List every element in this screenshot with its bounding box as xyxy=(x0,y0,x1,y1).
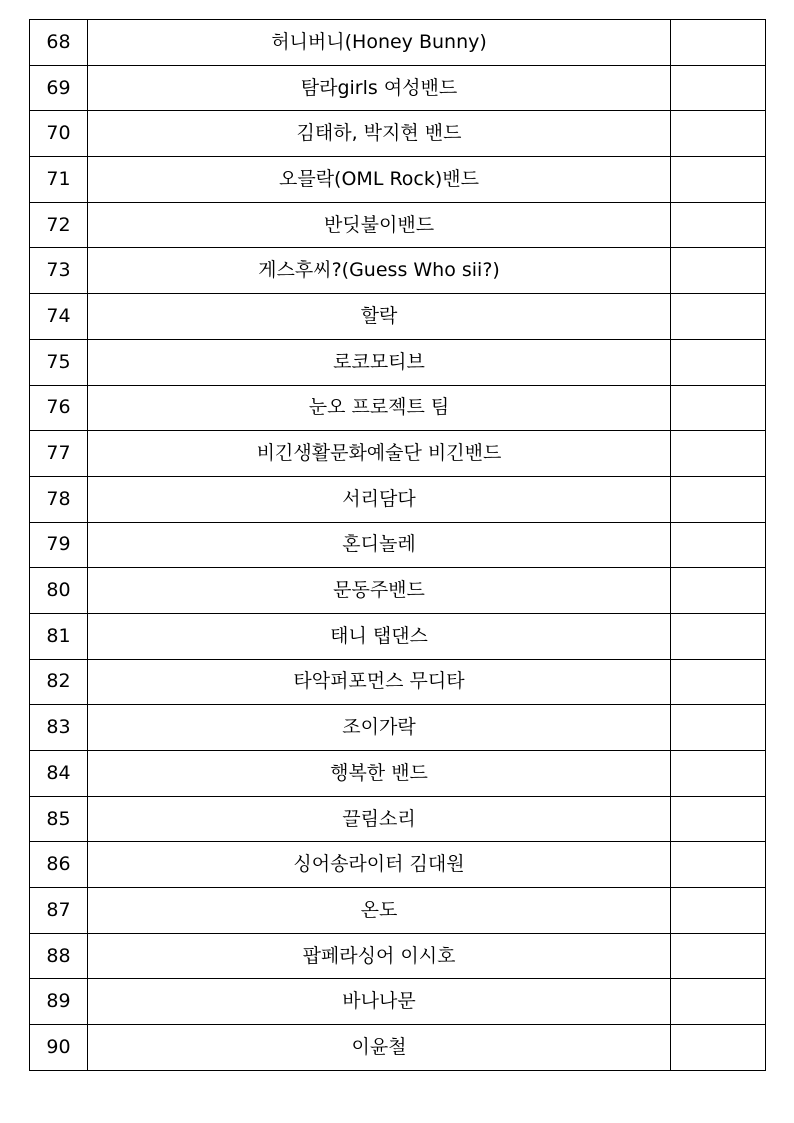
table-row xyxy=(30,568,766,614)
team-name: 이윤철 xyxy=(88,1025,671,1071)
table-row xyxy=(30,431,766,477)
team-name: 할락 xyxy=(88,294,671,340)
note-cell xyxy=(671,888,766,934)
table-row xyxy=(30,65,766,111)
table-row xyxy=(30,202,766,248)
row-number: 80 xyxy=(30,568,88,614)
team-name: 반딧불이밴드 xyxy=(88,202,671,248)
note-cell xyxy=(671,705,766,751)
row-number: 73 xyxy=(30,248,88,294)
note-cell xyxy=(671,431,766,477)
row-number: 89 xyxy=(30,979,88,1025)
note-cell xyxy=(671,796,766,842)
team-name: 서리담다 xyxy=(88,476,671,522)
row-number: 77 xyxy=(30,431,88,477)
team-name: 게스후씨?(Guess Who sii?) xyxy=(88,248,671,294)
row-number: 72 xyxy=(30,202,88,248)
note-cell xyxy=(671,659,766,705)
team-name: 끌림소리 xyxy=(88,796,671,842)
team-name: 태니 탭댄스 xyxy=(88,613,671,659)
table-row xyxy=(30,248,766,294)
team-name: 온도 xyxy=(88,888,671,934)
table-row xyxy=(30,111,766,157)
row-number: 79 xyxy=(30,522,88,568)
table-row xyxy=(30,933,766,979)
note-cell xyxy=(671,111,766,157)
row-number: 75 xyxy=(30,339,88,385)
note-cell xyxy=(671,339,766,385)
table-row xyxy=(30,339,766,385)
table-row xyxy=(30,659,766,705)
note-cell xyxy=(671,751,766,797)
row-number: 86 xyxy=(30,842,88,888)
team-name: 김태하, 박지현 밴드 xyxy=(88,111,671,157)
note-cell xyxy=(671,1025,766,1071)
team-name: 탐라girls 여성밴드 xyxy=(88,65,671,111)
team-name: 행복한 밴드 xyxy=(88,751,671,797)
row-number: 88 xyxy=(30,933,88,979)
table-row xyxy=(30,888,766,934)
note-cell xyxy=(671,248,766,294)
note-cell xyxy=(671,157,766,203)
performer-table xyxy=(29,19,766,1071)
team-name: 혼디놀레 xyxy=(88,522,671,568)
note-cell xyxy=(671,842,766,888)
row-number: 68 xyxy=(30,20,88,66)
row-number: 82 xyxy=(30,659,88,705)
note-cell xyxy=(671,979,766,1025)
team-name: 조이가락 xyxy=(88,705,671,751)
note-cell xyxy=(671,522,766,568)
row-number: 83 xyxy=(30,705,88,751)
table-row xyxy=(30,705,766,751)
table-row xyxy=(30,613,766,659)
note-cell xyxy=(671,613,766,659)
team-name: 바나나문 xyxy=(88,979,671,1025)
team-name: 오믈락(OML Rock)밴드 xyxy=(88,157,671,203)
row-number: 85 xyxy=(30,796,88,842)
table-row xyxy=(30,751,766,797)
row-number: 84 xyxy=(30,751,88,797)
table-row xyxy=(30,385,766,431)
row-number: 90 xyxy=(30,1025,88,1071)
team-name: 비긴생활문화예술단 비긴밴드 xyxy=(88,431,671,477)
row-number: 81 xyxy=(30,613,88,659)
row-number: 70 xyxy=(30,111,88,157)
row-number: 78 xyxy=(30,476,88,522)
table-row xyxy=(30,796,766,842)
note-cell xyxy=(671,476,766,522)
note-cell xyxy=(671,568,766,614)
team-name: 허니버니(Honey Bunny) xyxy=(88,20,671,66)
row-number: 71 xyxy=(30,157,88,203)
note-cell xyxy=(671,933,766,979)
table-row xyxy=(30,294,766,340)
team-name: 로코모티브 xyxy=(88,339,671,385)
team-name: 싱어송라이터 김대원 xyxy=(88,842,671,888)
row-number: 87 xyxy=(30,888,88,934)
team-name: 문동주밴드 xyxy=(88,568,671,614)
note-cell xyxy=(671,385,766,431)
table-row xyxy=(30,157,766,203)
table-row xyxy=(30,522,766,568)
team-name: 눈오 프로젝트 팀 xyxy=(88,385,671,431)
team-name: 팝페라싱어 이시호 xyxy=(88,933,671,979)
table-row xyxy=(30,20,766,66)
note-cell xyxy=(671,202,766,248)
note-cell xyxy=(671,20,766,66)
table-row xyxy=(30,979,766,1025)
table-row xyxy=(30,476,766,522)
note-cell xyxy=(671,294,766,340)
table-row xyxy=(30,1025,766,1071)
team-name: 타악퍼포먼스 무디타 xyxy=(88,659,671,705)
row-number: 74 xyxy=(30,294,88,340)
row-number: 69 xyxy=(30,65,88,111)
table-row xyxy=(30,842,766,888)
row-number: 76 xyxy=(30,385,88,431)
note-cell xyxy=(671,65,766,111)
